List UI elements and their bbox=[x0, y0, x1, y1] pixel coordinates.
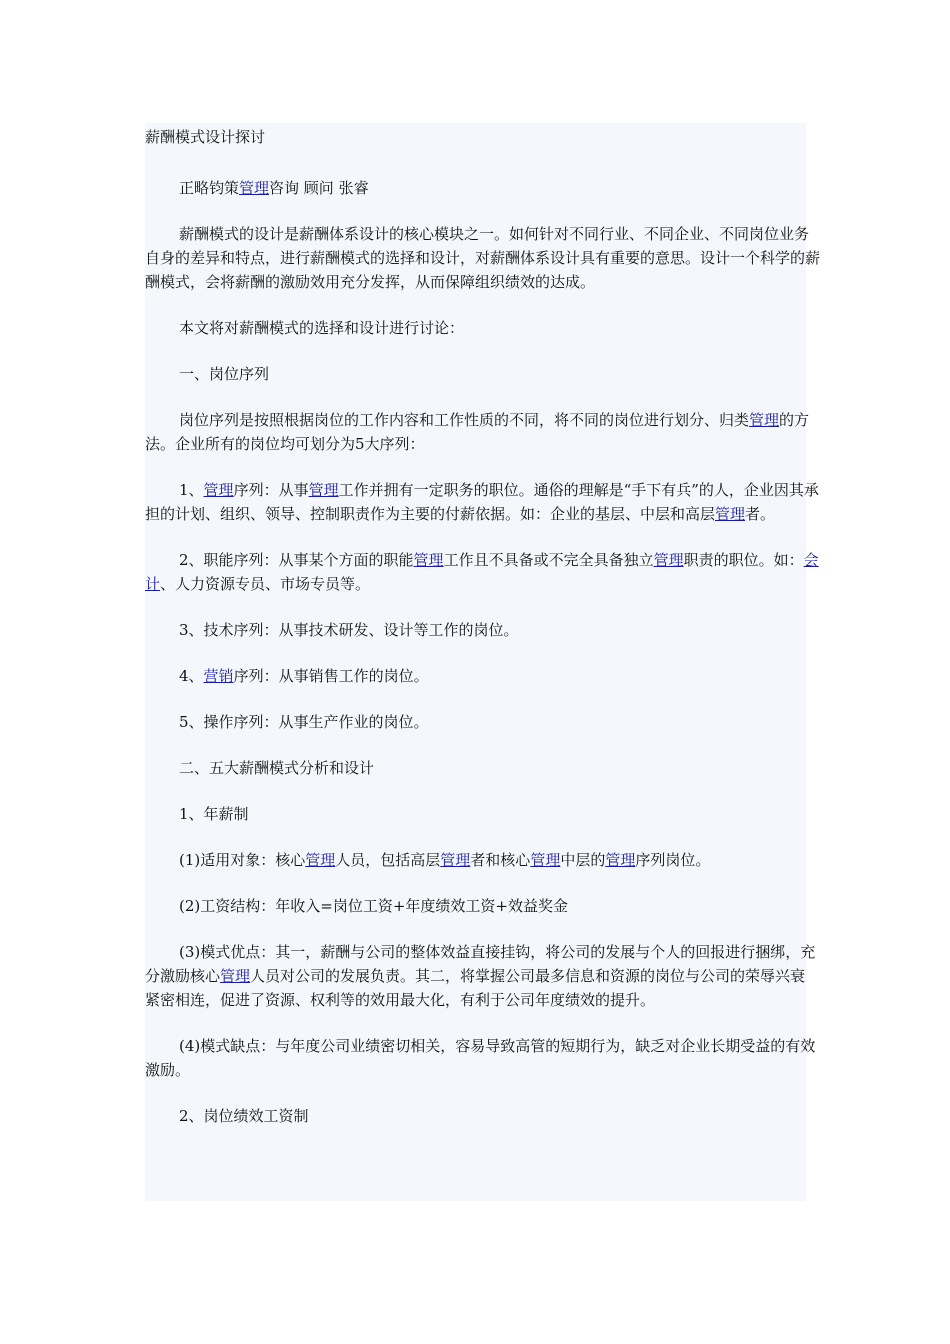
text-run: (3)模式优点：其一，薪酬与公司的整体效益直接挂钩，将公司的发展与个人的回报进行捆绑，充分激励核心 bbox=[145, 943, 816, 985]
list-item bbox=[145, 1034, 820, 1082]
text-run: 一、岗位序列 bbox=[179, 365, 270, 383]
author-line bbox=[145, 176, 820, 200]
inline-link[interactable]: 管理 bbox=[239, 179, 270, 197]
text-run: 岗位序列是按照根据岗位的工作内容和工作性质的不同，将不同的岗位进行划分、归类 bbox=[179, 411, 750, 429]
text-run: 的方法。企业所有的岗位均可划分为5大序列： bbox=[145, 411, 810, 453]
subsection-heading bbox=[145, 802, 820, 826]
text-run: 序列：从事 bbox=[233, 481, 309, 499]
text-run: 本文将对薪酬模式的选择和设计进行讨论： bbox=[179, 319, 465, 337]
text-run: 者。 bbox=[745, 505, 776, 523]
text-run: 中层的 bbox=[560, 851, 606, 869]
inline-link[interactable]: 管理 bbox=[749, 411, 780, 429]
paragraph bbox=[145, 408, 820, 456]
list-item bbox=[145, 940, 820, 1012]
text-run: 人员对公司的发展负责。其二，将掌握公司最多信息和资源的岗位与公司的荣辱兴衰紧密相连，促进了资源、权利等的效用最大化，有利于公司年度绩效的提升。 bbox=[145, 967, 806, 1009]
text-run: 2、岗位绩效工资制 bbox=[179, 1107, 309, 1125]
list-item bbox=[145, 710, 820, 734]
inline-link[interactable]: 管理 bbox=[653, 551, 684, 569]
paragraph bbox=[145, 222, 820, 294]
inline-link[interactable]: 管理 bbox=[605, 851, 636, 869]
text-run: 薪酬模式的设计是薪酬体系设计的核心模块之一。如何针对不同行业、不同企业、不同岗位业务自身的差异和特点，进行薪酬模式的选择和设计，对薪酬体系设计具有重要的意思。设计一个科学的薪酬模式，会将薪酬的激励效用充分发挥，从而保障组织绩效的达成。 bbox=[145, 225, 821, 291]
text-run: 工作并拥有一定职务的职位。通俗的理解是“手下有兵”的人，企业因其承担的计划、组织、领导、控制职责作为主要的付薪依据。如：企业的基层、中层和高层 bbox=[145, 481, 819, 523]
section-heading bbox=[145, 756, 820, 780]
document-title: 薪酬模式设计探讨 bbox=[145, 128, 266, 146]
list-item bbox=[145, 618, 820, 642]
inline-link[interactable]: 管理 bbox=[305, 851, 336, 869]
text-run: 1、年薪制 bbox=[179, 805, 249, 823]
inline-link[interactable]: 管理 bbox=[220, 967, 251, 985]
subsection-heading bbox=[145, 1104, 820, 1128]
text-run: 正略钧策 bbox=[179, 179, 240, 197]
text-run: 2、职能序列：从事某个方面的职能 bbox=[179, 551, 414, 569]
text-run: (2)工资结构：年收入=岗位工资+年度绩效工资+效益奖金 bbox=[179, 897, 568, 915]
text-run: 者和核心 bbox=[470, 851, 531, 869]
list-item bbox=[145, 478, 820, 526]
list-item bbox=[145, 664, 820, 688]
inline-link[interactable]: 管理 bbox=[440, 851, 471, 869]
text-run: (1)适用对象：核心 bbox=[179, 851, 306, 869]
inline-link[interactable]: 管理 bbox=[203, 481, 234, 499]
inline-link[interactable]: 营销 bbox=[203, 667, 234, 685]
text-run: 3、技术序列：从事技术研发、设计等工作的岗位。 bbox=[179, 621, 519, 639]
inline-link[interactable]: 管理 bbox=[308, 481, 339, 499]
paragraph bbox=[145, 316, 820, 340]
text-run: 4、 bbox=[179, 667, 204, 685]
text-run: 职责的职位。如： bbox=[683, 551, 804, 569]
document-body bbox=[145, 123, 820, 1128]
text-run: 咨询 顾问 张睿 bbox=[269, 179, 369, 197]
inline-link[interactable]: 会计 bbox=[145, 551, 819, 593]
section-heading bbox=[145, 362, 820, 386]
text-run: 、人力资源专员、市场专员等。 bbox=[160, 575, 371, 593]
inline-link[interactable]: 管理 bbox=[413, 551, 444, 569]
text-run: 序列：从事销售工作的岗位。 bbox=[233, 667, 429, 685]
list-item bbox=[145, 548, 820, 596]
text-run: 序列岗位。 bbox=[635, 851, 711, 869]
text-run: 人员，包括高层 bbox=[335, 851, 441, 869]
text-run: (4)模式缺点：与年度公司业绩密切相关，容易导致高管的短期行为，缺乏对企业长期受益的有效激励。 bbox=[145, 1037, 816, 1079]
text-run: 1、 bbox=[179, 481, 204, 499]
text-run: 5、操作序列：从事生产作业的岗位。 bbox=[179, 713, 429, 731]
text-run: 工作且不具备或不完全具备独立 bbox=[443, 551, 654, 569]
list-item bbox=[145, 894, 820, 918]
inline-link[interactable]: 管理 bbox=[715, 505, 746, 523]
list-item bbox=[145, 848, 820, 872]
text-run: 二、五大薪酬模式分析和设计 bbox=[179, 759, 375, 777]
inline-link[interactable]: 管理 bbox=[530, 851, 561, 869]
